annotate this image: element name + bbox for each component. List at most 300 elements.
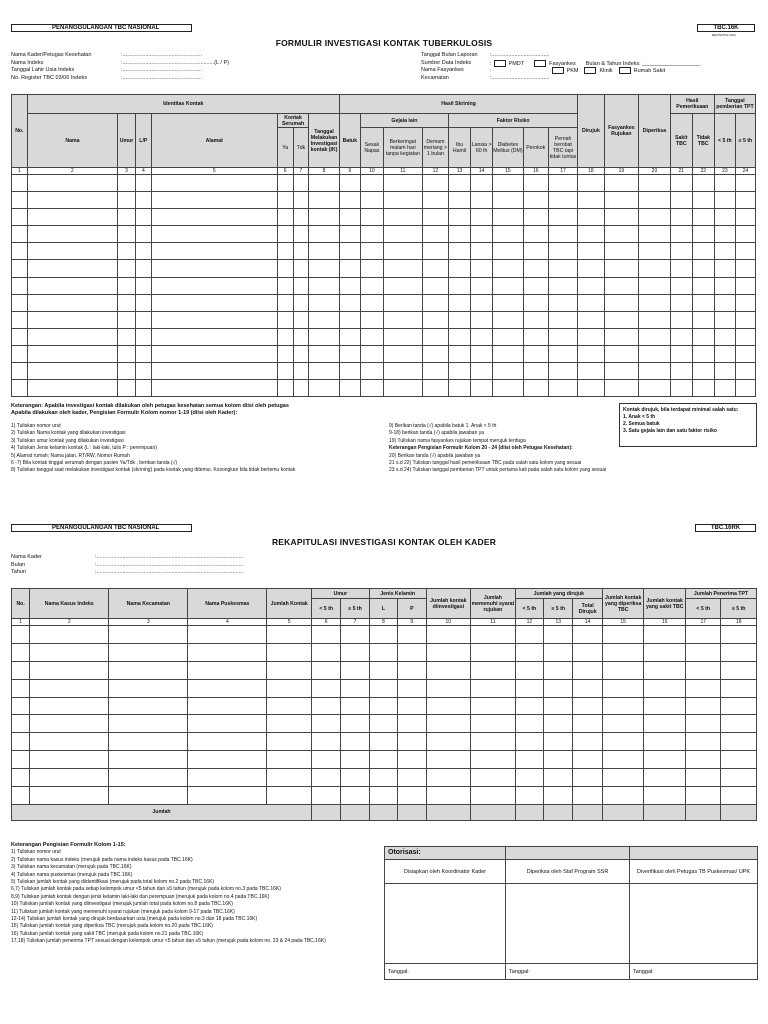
- rk-jumlah-cell[interactable]: [471, 804, 516, 820]
- rekap-row-cell[interactable]: [573, 679, 602, 697]
- contact-row-cell[interactable]: [639, 243, 671, 260]
- contact-row-cell[interactable]: [692, 175, 714, 192]
- contact-row-cell[interactable]: [360, 209, 383, 226]
- contact-row-cell[interactable]: [135, 294, 151, 311]
- contact-row-cell[interactable]: [578, 226, 604, 243]
- contact-row-cell[interactable]: [339, 226, 360, 243]
- contact-row-cell[interactable]: [692, 311, 714, 328]
- rekap-row-cell[interactable]: [398, 661, 426, 679]
- contact-row-cell[interactable]: [293, 226, 309, 243]
- contact-row-cell[interactable]: [639, 345, 671, 362]
- contact-row-cell[interactable]: [309, 243, 339, 260]
- contact-row-cell[interactable]: [714, 294, 735, 311]
- contact-row-cell[interactable]: [339, 363, 360, 380]
- contact-row-cell[interactable]: [135, 277, 151, 294]
- rekap-row-cell[interactable]: [267, 715, 312, 733]
- contact-row-cell[interactable]: [118, 363, 136, 380]
- checkbox-pkm[interactable]: [552, 67, 564, 74]
- rekap-row-cell[interactable]: [12, 769, 30, 787]
- contact-row-cell[interactable]: [548, 311, 577, 328]
- contact-row-cell[interactable]: [670, 260, 692, 277]
- contact-row-cell[interactable]: [422, 345, 448, 362]
- contact-row-cell[interactable]: [735, 226, 755, 243]
- contact-row-cell[interactable]: [670, 277, 692, 294]
- contact-row-cell[interactable]: [151, 243, 277, 260]
- contact-row-cell[interactable]: [578, 209, 604, 226]
- rekap-row-cell[interactable]: [12, 643, 30, 661]
- contact-row-cell[interactable]: [135, 209, 151, 226]
- contact-row-cell[interactable]: [639, 363, 671, 380]
- rekap-row-cell[interactable]: [188, 769, 267, 787]
- rekap-row-cell[interactable]: [267, 787, 312, 805]
- rekap-row-cell[interactable]: [573, 643, 602, 661]
- rekap-row-cell[interactable]: [685, 626, 720, 644]
- contact-row-cell[interactable]: [422, 363, 448, 380]
- rekap-row-cell[interactable]: [721, 643, 757, 661]
- contact-row-cell[interactable]: [339, 328, 360, 345]
- contact-row-cell[interactable]: [293, 345, 309, 362]
- rk-jumlah-cell[interactable]: [398, 804, 426, 820]
- contact-row-cell[interactable]: [449, 311, 471, 328]
- contact-row-cell[interactable]: [578, 311, 604, 328]
- contact-row-cell[interactable]: [670, 328, 692, 345]
- contact-row-cell[interactable]: [471, 209, 493, 226]
- contact-row-cell[interactable]: [578, 294, 604, 311]
- contact-row-cell[interactable]: [523, 277, 548, 294]
- rk-jumlah-cell[interactable]: [426, 804, 471, 820]
- rekap-row-cell[interactable]: [544, 661, 573, 679]
- contact-row-cell[interactable]: [604, 380, 639, 397]
- contact-row-cell[interactable]: [422, 277, 448, 294]
- contact-row-cell[interactable]: [604, 277, 639, 294]
- contact-row-cell[interactable]: [471, 328, 493, 345]
- rekap-row-cell[interactable]: [644, 661, 686, 679]
- rekap-row-cell[interactable]: [685, 697, 720, 715]
- contact-row-cell[interactable]: [12, 380, 28, 397]
- contact-row-cell[interactable]: [670, 226, 692, 243]
- rekap-row-cell[interactable]: [109, 769, 188, 787]
- contact-row-cell[interactable]: [360, 260, 383, 277]
- contact-row-cell[interactable]: [293, 311, 309, 328]
- rekap-row-cell[interactable]: [515, 715, 543, 733]
- rekap-row-cell[interactable]: [311, 769, 340, 787]
- contact-row-cell[interactable]: [12, 311, 28, 328]
- rekap-row-cell[interactable]: [426, 751, 471, 769]
- contact-row-cell[interactable]: [135, 260, 151, 277]
- contact-row-cell[interactable]: [493, 260, 523, 277]
- contact-row-cell[interactable]: [692, 243, 714, 260]
- rekap-row-cell[interactable]: [188, 733, 267, 751]
- contact-row-cell[interactable]: [339, 243, 360, 260]
- contact-row-cell[interactable]: [639, 311, 671, 328]
- rekap-row-cell[interactable]: [12, 661, 30, 679]
- rk-jumlah-cell[interactable]: [721, 804, 757, 820]
- contact-row-cell[interactable]: [735, 311, 755, 328]
- contact-row-cell[interactable]: [135, 226, 151, 243]
- contact-row-cell[interactable]: [422, 294, 448, 311]
- contact-row-cell[interactable]: [27, 311, 117, 328]
- contact-row-cell[interactable]: [493, 277, 523, 294]
- rekap-row-cell[interactable]: [398, 679, 426, 697]
- field-value-kecamatan[interactable]: :......................................: [490, 74, 550, 81]
- contact-row-cell[interactable]: [422, 226, 448, 243]
- rekap-row-cell[interactable]: [341, 643, 369, 661]
- contact-row-cell[interactable]: [578, 260, 604, 277]
- contact-row-cell[interactable]: [449, 345, 471, 362]
- contact-row-cell[interactable]: [12, 260, 28, 277]
- contact-row-cell[interactable]: [277, 192, 293, 209]
- contact-row-cell[interactable]: [118, 243, 136, 260]
- contact-row-cell[interactable]: [27, 380, 117, 397]
- checkbox-klinik[interactable]: [584, 67, 596, 74]
- rekap-row-cell[interactable]: [644, 769, 686, 787]
- contact-row-cell[interactable]: [118, 311, 136, 328]
- rekap-row-cell[interactable]: [515, 679, 543, 697]
- rekap-row-cell[interactable]: [12, 697, 30, 715]
- contact-row-cell[interactable]: [449, 294, 471, 311]
- rekap-row-cell[interactable]: [311, 643, 340, 661]
- contact-row-cell[interactable]: [493, 311, 523, 328]
- rekap-row-cell[interactable]: [602, 679, 644, 697]
- contact-row-cell[interactable]: [735, 277, 755, 294]
- contact-row-cell[interactable]: [578, 192, 604, 209]
- contact-row-cell[interactable]: [493, 380, 523, 397]
- rk-jumlah-cell[interactable]: [515, 804, 543, 820]
- rekap-row-cell[interactable]: [398, 733, 426, 751]
- signature-area-puskesmas[interactable]: [630, 884, 758, 964]
- contact-row-cell[interactable]: [293, 192, 309, 209]
- rekap-row-cell[interactable]: [341, 661, 369, 679]
- rekap-row-cell[interactable]: [30, 679, 109, 697]
- rekap-row-cell[interactable]: [515, 733, 543, 751]
- contact-row-cell[interactable]: [493, 209, 523, 226]
- rekap-row-cell[interactable]: [369, 787, 397, 805]
- rekap-row-cell[interactable]: [602, 769, 644, 787]
- contact-row-cell[interactable]: [604, 363, 639, 380]
- contact-row-cell[interactable]: [151, 345, 277, 362]
- contact-row-cell[interactable]: [548, 277, 577, 294]
- contact-row-cell[interactable]: [449, 226, 471, 243]
- contact-row-cell[interactable]: [548, 294, 577, 311]
- contact-row-cell[interactable]: [309, 311, 339, 328]
- contact-row-cell[interactable]: [714, 363, 735, 380]
- contact-row-cell[interactable]: [151, 226, 277, 243]
- contact-row-cell[interactable]: [422, 380, 448, 397]
- field-value-indeks[interactable]: :............................................................(L / P): [121, 59, 229, 66]
- rekap-row-cell[interactable]: [544, 697, 573, 715]
- contact-row-cell[interactable]: [118, 277, 136, 294]
- contact-row-cell[interactable]: [639, 328, 671, 345]
- rekap-row-cell[interactable]: [369, 715, 397, 733]
- rekap-row-cell[interactable]: [109, 715, 188, 733]
- rekap-row-cell[interactable]: [341, 787, 369, 805]
- contact-row-cell[interactable]: [493, 192, 523, 209]
- contact-row-cell[interactable]: [548, 345, 577, 362]
- contact-row-cell[interactable]: [27, 209, 117, 226]
- contact-row-cell[interactable]: [604, 175, 639, 192]
- contact-row-cell[interactable]: [604, 192, 639, 209]
- contact-row-cell[interactable]: [449, 328, 471, 345]
- contact-row-cell[interactable]: [578, 328, 604, 345]
- contact-row-cell[interactable]: [523, 311, 548, 328]
- contact-row-cell[interactable]: [639, 175, 671, 192]
- rekap-row-cell[interactable]: [721, 733, 757, 751]
- contact-row-cell[interactable]: [309, 345, 339, 362]
- contact-row-cell[interactable]: [27, 363, 117, 380]
- rekap-row-cell[interactable]: [602, 715, 644, 733]
- contact-row-cell[interactable]: [118, 328, 136, 345]
- rekap-row-cell[interactable]: [573, 787, 602, 805]
- rekap-row-cell[interactable]: [341, 733, 369, 751]
- rekap-row-cell[interactable]: [341, 751, 369, 769]
- rekap-row-cell[interactable]: [311, 733, 340, 751]
- rekap-row-cell[interactable]: [267, 697, 312, 715]
- field-value-tgl-lahir[interactable]: :....................................................: [121, 67, 202, 74]
- contact-row-cell[interactable]: [360, 243, 383, 260]
- rekap-row-cell[interactable]: [12, 715, 30, 733]
- rekap-row-cell[interactable]: [471, 679, 516, 697]
- contact-row-cell[interactable]: [670, 294, 692, 311]
- contact-row-cell[interactable]: [670, 380, 692, 397]
- rk-jumlah-cell[interactable]: [369, 804, 397, 820]
- contact-row-cell[interactable]: [12, 209, 28, 226]
- contact-row-cell[interactable]: [277, 277, 293, 294]
- rekap-row-cell[interactable]: [544, 769, 573, 787]
- contact-row-cell[interactable]: [471, 192, 493, 209]
- contact-row-cell[interactable]: [309, 209, 339, 226]
- contact-row-cell[interactable]: [277, 226, 293, 243]
- field-value-register[interactable]: :....................................................: [121, 74, 202, 81]
- checkbox-pmdt[interactable]: [494, 60, 506, 67]
- contact-row-cell[interactable]: [293, 328, 309, 345]
- contact-row-cell[interactable]: [151, 260, 277, 277]
- rekap-row-cell[interactable]: [721, 697, 757, 715]
- contact-row-cell[interactable]: [471, 226, 493, 243]
- rekap-row-cell[interactable]: [369, 697, 397, 715]
- rekap-row-cell[interactable]: [426, 643, 471, 661]
- rekap-row-cell[interactable]: [398, 697, 426, 715]
- contact-row-cell[interactable]: [449, 363, 471, 380]
- contact-row-cell[interactable]: [639, 226, 671, 243]
- rekap-row-cell[interactable]: [515, 626, 543, 644]
- contact-row-cell[interactable]: [27, 294, 117, 311]
- contact-row-cell[interactable]: [493, 294, 523, 311]
- contact-row-cell[interactable]: [735, 363, 755, 380]
- contact-row-cell[interactable]: [360, 277, 383, 294]
- contact-row-cell[interactable]: [422, 192, 448, 209]
- contact-row-cell[interactable]: [714, 328, 735, 345]
- contact-row-cell[interactable]: [692, 363, 714, 380]
- contact-row-cell[interactable]: [277, 345, 293, 362]
- rekap-row-cell[interactable]: [544, 733, 573, 751]
- contact-row-cell[interactable]: [735, 192, 755, 209]
- contact-row-cell[interactable]: [578, 363, 604, 380]
- rekap-row-cell[interactable]: [471, 751, 516, 769]
- contact-row-cell[interactable]: [523, 260, 548, 277]
- contact-row-cell[interactable]: [27, 243, 117, 260]
- rekap-row-cell[interactable]: [341, 715, 369, 733]
- rekap-row-cell[interactable]: [12, 626, 30, 644]
- rekap-row-cell[interactable]: [573, 733, 602, 751]
- contact-row-cell[interactable]: [339, 192, 360, 209]
- contact-row-cell[interactable]: [309, 192, 339, 209]
- contact-row-cell[interactable]: [735, 209, 755, 226]
- contact-row-cell[interactable]: [151, 311, 277, 328]
- contact-row-cell[interactable]: [449, 277, 471, 294]
- rekap-row-cell[interactable]: [188, 661, 267, 679]
- rekap-row-cell[interactable]: [369, 626, 397, 644]
- contact-row-cell[interactable]: [12, 243, 28, 260]
- contact-row-cell[interactable]: [735, 380, 755, 397]
- contact-row-cell[interactable]: [383, 226, 422, 243]
- contact-row-cell[interactable]: [27, 226, 117, 243]
- contact-row-cell[interactable]: [293, 209, 309, 226]
- contact-row-cell[interactable]: [578, 175, 604, 192]
- rekap-row-cell[interactable]: [30, 733, 109, 751]
- contact-row-cell[interactable]: [293, 260, 309, 277]
- rekap-row-cell[interactable]: [267, 751, 312, 769]
- rekap-row-cell[interactable]: [109, 751, 188, 769]
- rekap-row-cell[interactable]: [644, 733, 686, 751]
- rekap-row-cell[interactable]: [109, 697, 188, 715]
- contact-row-cell[interactable]: [548, 175, 577, 192]
- rekap-row-cell[interactable]: [311, 626, 340, 644]
- rekap-row-cell[interactable]: [398, 769, 426, 787]
- rekap-row-cell[interactable]: [644, 715, 686, 733]
- contact-row-cell[interactable]: [523, 175, 548, 192]
- contact-row-cell[interactable]: [523, 192, 548, 209]
- contact-row-cell[interactable]: [309, 175, 339, 192]
- contact-row-cell[interactable]: [471, 345, 493, 362]
- rekap-row-cell[interactable]: [188, 679, 267, 697]
- rekap-row-cell[interactable]: [685, 769, 720, 787]
- contact-row-cell[interactable]: [383, 345, 422, 362]
- rekap-row-cell[interactable]: [426, 787, 471, 805]
- contact-row-cell[interactable]: [383, 192, 422, 209]
- rk-jumlah-cell[interactable]: [685, 804, 720, 820]
- rekap-row-cell[interactable]: [721, 715, 757, 733]
- rekap-row-cell[interactable]: [369, 733, 397, 751]
- contact-row-cell[interactable]: [151, 175, 277, 192]
- rekap-row-cell[interactable]: [311, 679, 340, 697]
- rekap-row-cell[interactable]: [602, 626, 644, 644]
- contact-row-cell[interactable]: [118, 226, 136, 243]
- contact-row-cell[interactable]: [714, 345, 735, 362]
- contact-row-cell[interactable]: [383, 277, 422, 294]
- rekap-row-cell[interactable]: [188, 751, 267, 769]
- rekap-row-cell[interactable]: [544, 751, 573, 769]
- contact-row-cell[interactable]: [360, 175, 383, 192]
- contact-row-cell[interactable]: [578, 277, 604, 294]
- rekap-row-cell[interactable]: [685, 679, 720, 697]
- contact-row-cell[interactable]: [277, 363, 293, 380]
- contact-row-cell[interactable]: [523, 294, 548, 311]
- contact-row-cell[interactable]: [714, 277, 735, 294]
- rekap-row-cell[interactable]: [471, 626, 516, 644]
- contact-row-cell[interactable]: [735, 260, 755, 277]
- contact-row-cell[interactable]: [27, 277, 117, 294]
- rekap-row-cell[interactable]: [685, 661, 720, 679]
- contact-row-cell[interactable]: [523, 380, 548, 397]
- rekap-row-cell[interactable]: [30, 769, 109, 787]
- rekap-row-cell[interactable]: [267, 626, 312, 644]
- rekap-row-cell[interactable]: [544, 643, 573, 661]
- contact-row-cell[interactable]: [309, 226, 339, 243]
- contact-row-cell[interactable]: [471, 260, 493, 277]
- rekap-row-cell[interactable]: [188, 715, 267, 733]
- rekap-row-cell[interactable]: [685, 643, 720, 661]
- rekap-row-cell[interactable]: [602, 751, 644, 769]
- contact-row-cell[interactable]: [548, 226, 577, 243]
- contact-row-cell[interactable]: [360, 311, 383, 328]
- contact-row-cell[interactable]: [118, 192, 136, 209]
- rekap-row-cell[interactable]: [721, 769, 757, 787]
- rekap-row-cell[interactable]: [685, 787, 720, 805]
- contact-row-cell[interactable]: [639, 260, 671, 277]
- rekap-row-cell[interactable]: [544, 679, 573, 697]
- contact-row-cell[interactable]: [548, 380, 577, 397]
- contact-row-cell[interactable]: [523, 345, 548, 362]
- contact-row-cell[interactable]: [670, 209, 692, 226]
- rekap-row-cell[interactable]: [471, 661, 516, 679]
- contact-row-cell[interactable]: [293, 294, 309, 311]
- rekap-row-cell[interactable]: [12, 751, 30, 769]
- contact-row-cell[interactable]: [523, 328, 548, 345]
- rekap-row-cell[interactable]: [573, 751, 602, 769]
- contact-row-cell[interactable]: [604, 243, 639, 260]
- rekap-row-cell[interactable]: [30, 626, 109, 644]
- rekap-row-cell[interactable]: [311, 751, 340, 769]
- rekap-row-cell[interactable]: [109, 733, 188, 751]
- contact-row-cell[interactable]: [422, 328, 448, 345]
- contact-row-cell[interactable]: [27, 192, 117, 209]
- contact-row-cell[interactable]: [277, 209, 293, 226]
- contact-row-cell[interactable]: [118, 345, 136, 362]
- rk-jumlah-cell[interactable]: [644, 804, 686, 820]
- rekap-row-cell[interactable]: [341, 769, 369, 787]
- rekap-row-cell[interactable]: [721, 661, 757, 679]
- contact-row-cell[interactable]: [12, 363, 28, 380]
- rekap-row-cell[interactable]: [369, 643, 397, 661]
- contact-row-cell[interactable]: [339, 345, 360, 362]
- rekap-row-cell[interactable]: [471, 715, 516, 733]
- rekap-row-cell[interactable]: [515, 697, 543, 715]
- contact-row-cell[interactable]: [493, 243, 523, 260]
- rekap-row-cell[interactable]: [267, 733, 312, 751]
- contact-row-cell[interactable]: [714, 209, 735, 226]
- checkbox-fasyankes[interactable]: [534, 60, 546, 67]
- contact-row-cell[interactable]: [277, 328, 293, 345]
- contact-row-cell[interactable]: [135, 311, 151, 328]
- rekap-row-cell[interactable]: [544, 787, 573, 805]
- checkbox-rumah-sakit[interactable]: [619, 67, 631, 74]
- contact-row-cell[interactable]: [383, 260, 422, 277]
- rekap-row-cell[interactable]: [721, 751, 757, 769]
- rekap-row-cell[interactable]: [341, 626, 369, 644]
- contact-row-cell[interactable]: [360, 380, 383, 397]
- rekap-row-cell[interactable]: [30, 661, 109, 679]
- contact-row-cell[interactable]: [714, 311, 735, 328]
- rekap-row-cell[interactable]: [12, 787, 30, 805]
- contact-row-cell[interactable]: [422, 175, 448, 192]
- rekap-row-cell[interactable]: [602, 643, 644, 661]
- contact-row-cell[interactable]: [151, 209, 277, 226]
- contact-row-cell[interactable]: [493, 363, 523, 380]
- rekap-row-cell[interactable]: [426, 661, 471, 679]
- contact-row-cell[interactable]: [604, 226, 639, 243]
- contact-row-cell[interactable]: [548, 328, 577, 345]
- contact-row-cell[interactable]: [27, 328, 117, 345]
